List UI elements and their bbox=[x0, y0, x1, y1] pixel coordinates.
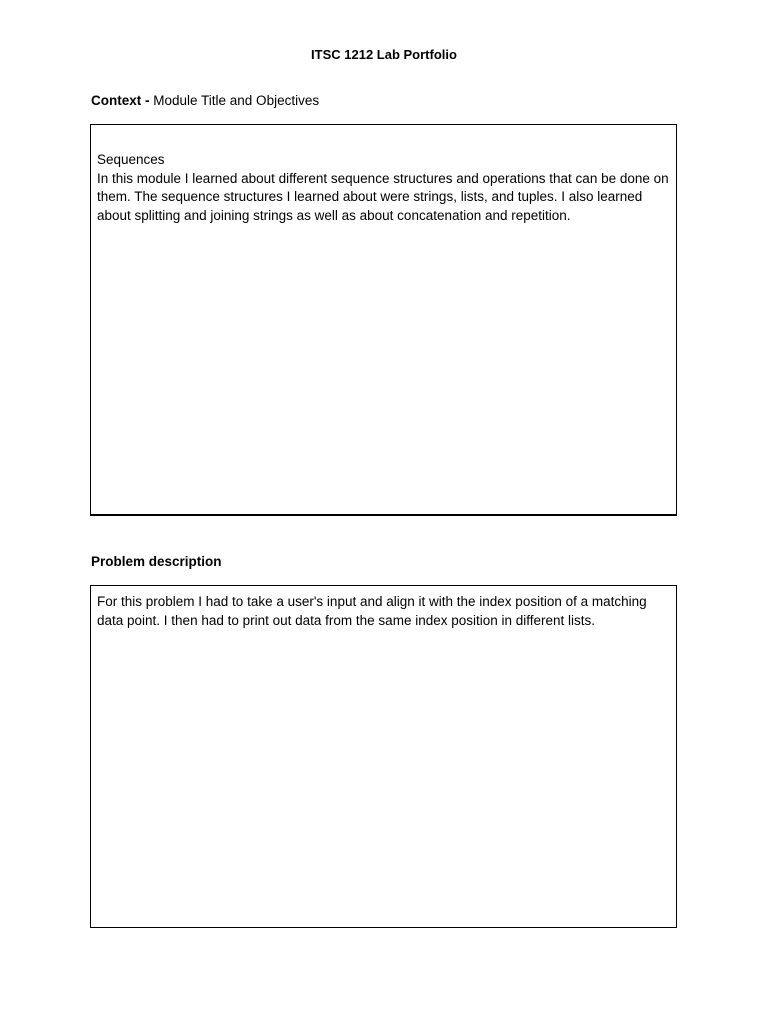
problem-description-text-box[interactable] bbox=[90, 585, 677, 928]
context-heading-text: Module Title and Objectives bbox=[153, 93, 320, 108]
problem-description-text: For this problem I had to take a user's input and align it with the index position of a matching data point. I then had to print out data from the same index position in different lists. bbox=[97, 594, 647, 628]
context-label: Context - bbox=[91, 93, 154, 108]
context-text-box[interactable] bbox=[90, 124, 677, 516]
module-title: Sequences bbox=[97, 152, 165, 167]
page-title: ITSC 1212 Lab Portfolio bbox=[311, 47, 457, 62]
module-objectives-text: In this module I learned about different sequence structures and operations that can be done on them. The sequence structures I learned about were strings, lists, and tuples. I also learned about splitting and joining strings as well as about concatenation and repetition. bbox=[97, 170, 669, 224]
context-heading bbox=[91, 92, 319, 109]
problem-description-heading: Problem description bbox=[91, 554, 222, 569]
